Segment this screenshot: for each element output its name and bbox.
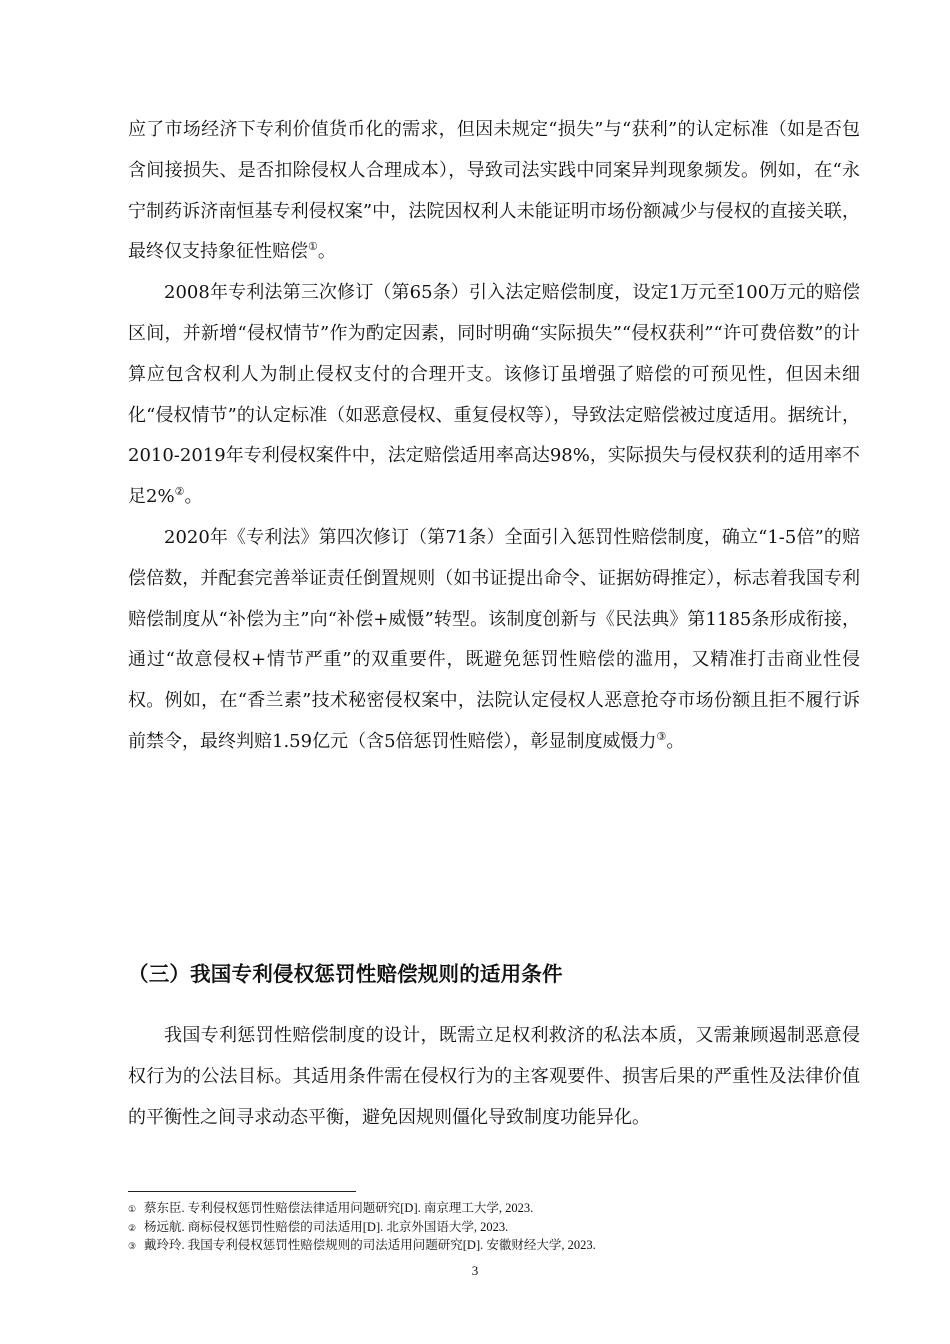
paragraph-tail: 。 [666, 730, 685, 752]
paragraph-text: 2020年《专利法》第四次修订（第71条）全面引入惩罚性赔偿制度，确立“1-5倍”的赔偿倍数，并配套完善举证责任倒置规则（如书证提出命令、证据妨碍推定），标志着我国专利赔偿制度从“补偿为主”向“补偿+威慑”转型。该制度创新与《民法典》第1185条形成衔接，通过“故意侵权+情节严重”的双重要件，既避免惩罚性赔偿的滥用，又精准打击商业性侵权。例如，在“香兰素”技术秘密侵权案中，法院认定侵权人恶意抢夺市场份额且拒不履行诉前禁令，最终判赔1.59亿元（含5倍惩罚性赔偿），彰显制度威慑力 [128, 526, 860, 752]
footnote-text: 蔡东臣. 专利侵权惩罚性赔偿法律适用问题研究[D]. 南京理工大学, 2023. [144, 1201, 534, 1215]
section-heading: （三）我国专利侵权惩罚性赔偿规则的适用条件 [128, 962, 563, 986]
footnote-text: 戴玲玲. 我国专利侵权惩罚性赔偿规则的司法适用问题研究[D]. 安徽财经大学, 2023. [144, 1238, 596, 1252]
footnote-1 [128, 1200, 860, 1219]
paragraph-applicable-conditions: 我国专利惩罚性赔偿制度的设计，既需立足权利救济的私法本质，又需兼顾遏制恶意侵权行为的公法目标。其适用条件需在侵权行为的主客观要件、损害后果的严重性及法律价值的平衡性之间寻求动态平衡，避免因规则僵化导致制度功能异化。 [128, 1025, 860, 1128]
paragraph-continued [128, 110, 860, 273]
footnote-ref-3[interactable]: ③ [656, 729, 667, 743]
footnote-mark: ② [128, 1222, 137, 1233]
footnote-ref-2[interactable]: ② [174, 485, 185, 499]
body-text [128, 110, 860, 763]
footnotes [128, 1200, 860, 1256]
footnote-ref-1[interactable]: ① [308, 240, 318, 254]
section-body-text [128, 1016, 860, 1138]
footnote-text: 杨远航. 商标侵权惩罚性赔偿的司法适用[D]. 北京外国语大学, 2023. [144, 1219, 509, 1234]
footnote-mark: ③ [128, 1241, 137, 1251]
paragraph-2008-revision [128, 273, 860, 518]
footnote-2 [128, 1219, 860, 1238]
footnote-separator [128, 1191, 356, 1192]
paragraph-text: 2008年专利法第三次修订（第65条）引入法定赔偿制度，设定1万元至100万元的赔偿区间，并新增“侵权情节”作为酌定因素，同时明确“实际损失”“侵权获利”“许可费倍数”的计算应包含权利人为制止侵权支付的合理开支。该修订虽增强了赔偿的可预见性，但因未细化“侵权情节”的认定标准（如恶意侵权、重复侵权等），导致法定赔偿被过度适用。据统计，2010-2019年专利侵权案件中，法定赔偿适用率高达98%，实际损失与侵权获利的适用率不足2% [128, 282, 860, 508]
footnote-mark: ① [128, 1204, 137, 1214]
paragraph-tail: 。 [317, 241, 336, 263]
page-number: 3 [471, 1263, 479, 1278]
paragraph-text: 应了市场经济下专利价值货币化的需求，但因未规定“损失”与“获利”的认定标准（如是否包含间接损失、是否扣除侵权人合理成本），导致司法实践中同案异判现象频发。例如，在“永宁制药诉济南恒基专利侵权案”中，法院因权利人未能证明市场份额减少与侵权的直接关联，最终仅支持象征性赔偿 [128, 119, 860, 263]
footnote-3 [128, 1237, 860, 1256]
paragraph-tail: 。 [184, 486, 203, 508]
paragraph-2020-revision [128, 518, 860, 763]
